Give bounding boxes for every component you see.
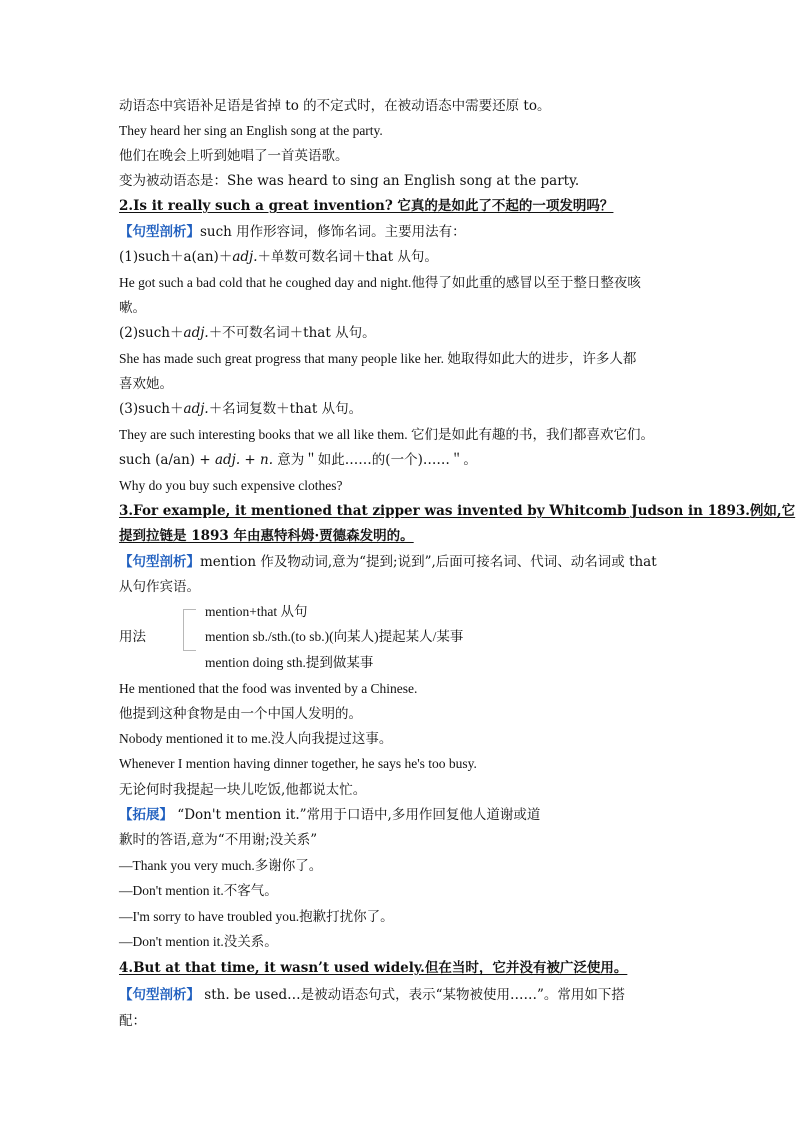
rule-text: ＋不可数名词＋that 从句。 — [208, 325, 376, 341]
dialogue-line: —Don't mention it.不客气。 — [119, 883, 278, 898]
pattern-text: + — [240, 452, 261, 468]
pattern-text: 意为＂如此……的(一个)……＂。 — [273, 452, 477, 468]
section-heading-3-cont: 提到拉链是 1893 年由惠特科姆·贾德森发明的。 — [119, 528, 414, 544]
dialogue-line: —Thank you very much.多谢你了。 — [119, 858, 323, 873]
translation-line: 他们在晚会上听到她唱了一首英语歌。 — [119, 148, 349, 164]
example-sentence: They are such interesting books that we all like them. 它们是如此有趣的书，我们都喜欢它们。 — [119, 427, 655, 442]
analysis-line — [119, 223, 466, 241]
extension-line — [119, 806, 540, 824]
translation-line: 无论何时我提起一块儿吃饭,他都说太忙。 — [119, 782, 367, 798]
analysis-tag: 【句型剖析】 — [119, 987, 200, 1003]
noun-abbrev: n. — [260, 452, 274, 468]
rule-text: ＋单数可数名词＋that 从句。 — [257, 249, 438, 265]
adj-abbrev: adj. — [214, 452, 241, 468]
dialogue-line: —Don't mention it.没关系。 — [119, 934, 278, 949]
text-line: 歉时的答语,意为“不用谢;没关系” — [119, 832, 318, 848]
rule-text: (2)such＋ — [119, 325, 184, 341]
text-line: 变为被动语态是：She was heard to sing an English song at the party. — [119, 173, 580, 189]
usage-rule-3 — [119, 400, 362, 418]
section-heading-4: 4.But at that time, it wasn’t used widely.但在当时，它并没有被广泛使用。 — [119, 960, 628, 976]
dialogue-line: —I'm sorry to have troubled you.抱歉打扰你了。 — [119, 909, 394, 924]
text-line: 配： — [119, 1013, 146, 1029]
rule-text: (3)such＋ — [119, 401, 184, 417]
analysis-text: mention 作及物动词,意为“提到;说到”,后面可接名词、代词、动名词或 that — [200, 554, 657, 570]
example-sentence: Nobody mentioned it to me.没人向我提过这事。 — [119, 731, 393, 746]
extension-tag: 【拓展】 — [119, 807, 173, 823]
extension-text: “Don't mention it.”常用于口语中,多用作回复他人道谢或道 — [173, 807, 541, 823]
section-heading-2: 2.Is it really such a great invention? 它真的是如此了不起的一项发明吗？ — [119, 198, 614, 214]
text-line: 从句作宾语。 — [119, 579, 200, 595]
section-heading-3: 3.For example, it mentioned that zipper was invented by Whitcomb Judson in 1893.例如,它 — [119, 503, 796, 519]
text-line: 嗽。 — [119, 300, 146, 316]
usage-rule-1 — [119, 248, 438, 266]
example-sentence: They heard her sing an English song at the party. — [119, 123, 383, 138]
usage-rule-2 — [119, 324, 376, 342]
analysis-line — [119, 553, 657, 571]
usage-item: mention doing sth.提到做某事 — [205, 655, 374, 670]
text-line: 动语态中宾语补足语是省掉 to 的不定式时，在被动语态中需要还原 to。 — [119, 98, 551, 114]
usage-label: 用法 — [119, 629, 146, 645]
rule-text: ＋名词复数＋that 从句。 — [208, 401, 363, 417]
adj-abbrev: adj. — [232, 249, 258, 265]
translation-line: 他提到这种食物是由一个中国人发明的。 — [119, 706, 362, 722]
pattern-text: such (a/an) + — [119, 452, 215, 468]
example-sentence: Whenever I mention having dinner together, he says he's too busy. — [119, 756, 477, 771]
usage-item: mention+that 从句 — [205, 604, 308, 619]
adj-abbrev: adj. — [183, 401, 209, 417]
analysis-text: sth. be used…是被动语态句式，表示“某物被使用……”。常用如下搭 — [200, 987, 625, 1003]
rule-text: (1)such＋a(an)＋ — [119, 249, 233, 265]
usage-bracket — [183, 609, 196, 651]
text-line: 喜欢她。 — [119, 376, 173, 392]
analysis-text: such 用作形容词，修饰名词。主要用法有： — [200, 224, 466, 240]
example-sentence: He mentioned that the food was invented by a Chinese. — [119, 681, 418, 696]
usage-item: mention sb./sth.(to sb.)(向某人)提起某人/某事 — [205, 629, 464, 644]
analysis-tag: 【句型剖析】 — [119, 224, 200, 240]
analysis-tag: 【句型剖析】 — [119, 554, 200, 570]
analysis-line — [119, 986, 625, 1004]
pattern-line — [119, 451, 477, 469]
example-sentence: He got such a bad cold that he coughed day and night.他得了如此重的感冒以至于整日整夜咳 — [119, 275, 641, 290]
adj-abbrev: adj. — [183, 325, 209, 341]
example-sentence: She has made such great progress that many people like her. 她取得如此大的进步，许多人都 — [119, 351, 637, 366]
example-sentence: Why do you buy such expensive clothes? — [119, 478, 343, 493]
